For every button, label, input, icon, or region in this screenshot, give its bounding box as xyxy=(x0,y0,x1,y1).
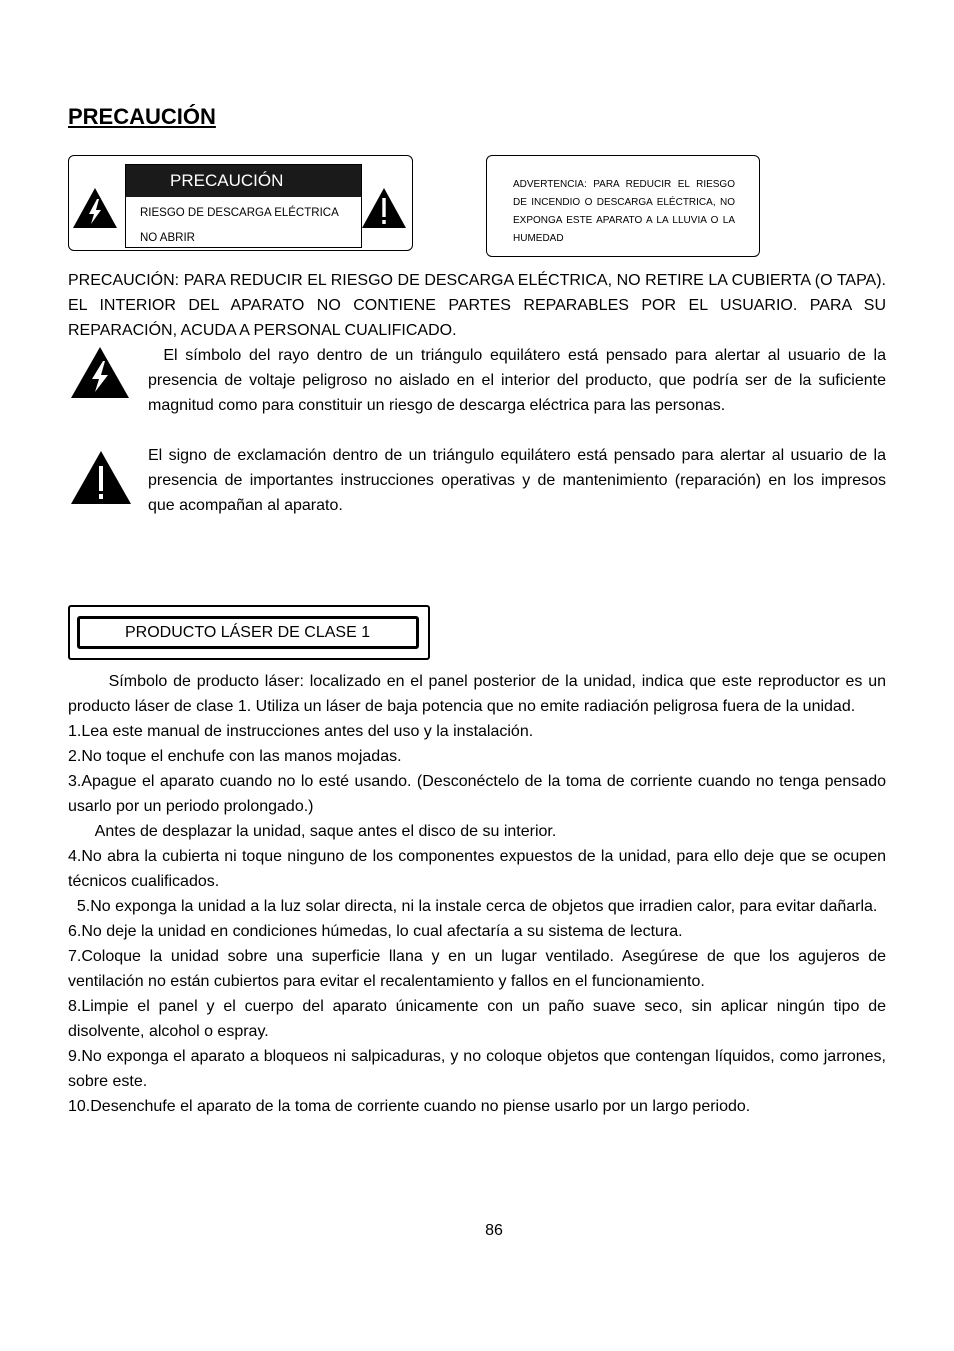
caution-label-box xyxy=(68,155,413,251)
list-item: 6.No deje la unidad en condiciones húmedas, lo cual afectaría a su sistema de lectura. xyxy=(68,923,683,940)
instructions-list xyxy=(68,669,886,1119)
exclamation-triangle-icon xyxy=(360,186,408,230)
page-title: PRECAUCIÓN xyxy=(68,104,216,129)
lightning-triangle-icon xyxy=(71,186,119,230)
exclamation-symbol-description: El signo de exclamación dentro de un triángulo equilátero está pensado para alertar al usuario de la presencia de importantes instrucciones operativas y de mantenimiento (reparación) en los impresos que acompañan al aparato. xyxy=(148,447,886,514)
laser-label-frame xyxy=(77,616,419,649)
list-item: Antes de desplazar la unidad, saque antes el disco de su interior. xyxy=(68,823,557,840)
lightning-triangle-icon xyxy=(70,346,130,400)
page-number: 86 xyxy=(485,1222,503,1239)
list-item: 8.Limpie el panel y el cuerpo del aparato únicamente con un paño suave seco, sin aplicar ningún tipo de disolvente, alcohol o espray. xyxy=(68,998,886,1040)
list-item: 1.Lea este manual de instrucciones antes del uso y la instalación. xyxy=(68,723,534,740)
caution-label-line1: RIESGO DE DESCARGA ELÉCTRICA xyxy=(140,207,339,219)
laser-symbol-paragraph: Símbolo de producto láser: localizado en el panel posterior de la unidad, indica que este reproductor es un producto láser de clase 1. Utiliza un láser de baja potencia que no emite radiación peligrosa fuera de la unidad. xyxy=(68,673,886,715)
list-item: 7.Coloque la unidad sobre una superficie llana y en un lugar ventilado. Asegúrese de que los agujeros de ventilación no están cubiertos para evitar el recalentamiento y fallos en el funcionamiento. xyxy=(68,948,886,990)
exclamation-triangle-icon xyxy=(70,450,132,506)
warning-box xyxy=(486,155,760,257)
caution-label-line2: NO ABRIR xyxy=(140,232,195,244)
caution-label-header: PRECAUCIÓN xyxy=(126,165,361,197)
list-item: 5.No exponga la unidad a la luz solar directa, ni la instale cerca de objetos que irradien calor, para evitar dañarla. xyxy=(68,898,878,915)
caution-paragraph: PRECAUCIÓN: PARA REDUCIR EL RIESGO DE DESCARGA ELÉCTRICA, NO RETIRE LA CUBIERTA (O TAPA). EL INTERIOR DEL APARATO NO CONTIENE PARTES REPARABLES POR EL USUARIO. PARA SU REPARACIÓN, ACUDA A PERSONAL CUALIFICADO. xyxy=(68,272,886,339)
list-item: 2.No toque el enchufe con las manos mojadas. xyxy=(68,748,402,765)
laser-label-box xyxy=(68,605,430,660)
warning-text: ADVERTENCIA: PARA REDUCIR EL RIESGO DE INCENDIO O DESCARGA ELÉCTRICA, NO EXPONGA ESTE APARATO A LA LLUVIA O LA HUMEDAD xyxy=(513,179,735,244)
list-item: 3.Apague el aparato cuando no lo esté usando. (Desconéctelo de la toma de corriente cuando no tenga pensado usarlo por un periodo prolongado.) xyxy=(68,773,886,815)
list-item: 10.Desenchufe el aparato de la toma de corriente cuando no piense usarlo por un largo periodo. xyxy=(68,1098,751,1115)
caution-label xyxy=(125,164,362,248)
laser-label-text: PRODUCTO LÁSER DE CLASE 1 xyxy=(125,624,371,641)
lightning-symbol-description: El símbolo del rayo dentro de un triángulo equilátero está pensado para alertar al usuario de la presencia de voltaje peligroso no aislado en el interior del producto, que podría ser de la suficiente magnitud como para constituir un riesgo de descarga eléctrica para las personas. xyxy=(148,347,886,414)
list-item: 9.No exponga el aparato a bloqueos ni salpicaduras, y no coloque objetos que contengan líquidos, como jarrones, sobre este. xyxy=(68,1048,886,1090)
list-item: 4.No abra la cubierta ni toque ninguno de los componentes expuestos de la unidad, para ello deje que se ocupen técnicos cualificados. xyxy=(68,848,886,890)
